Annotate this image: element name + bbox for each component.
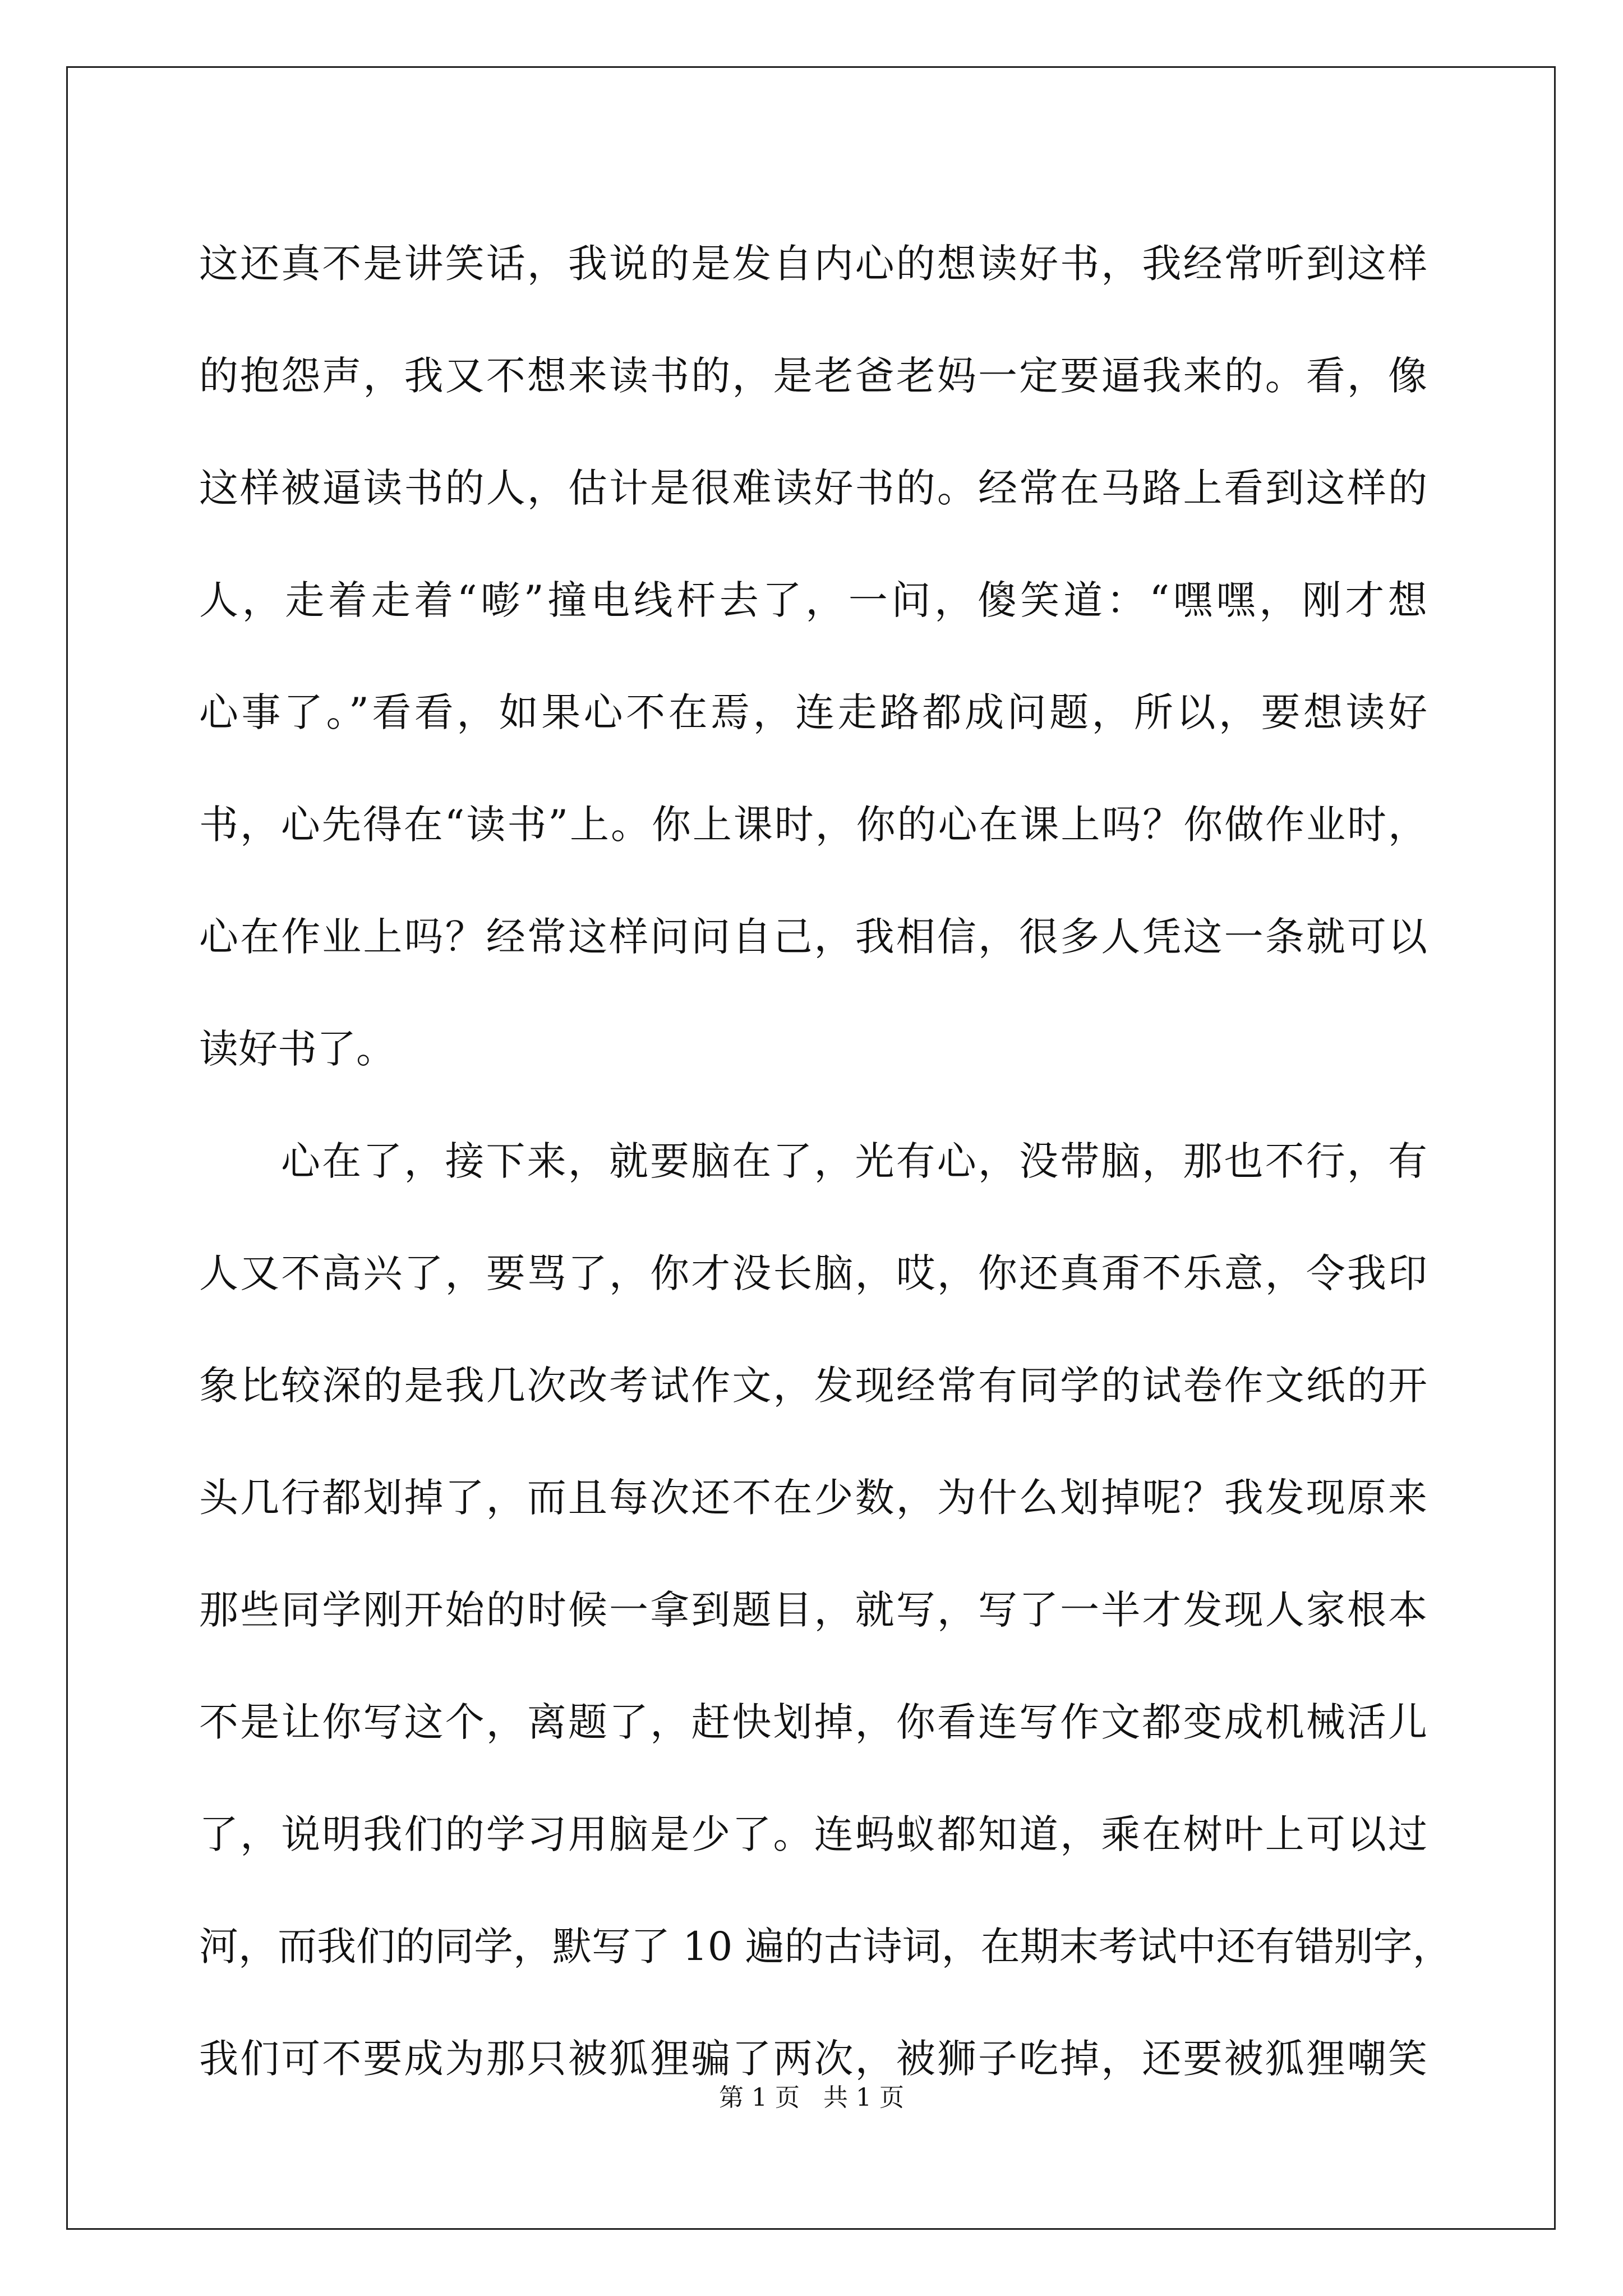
text-line: 象比较深的是我几次改考试作文，发现经常有同学的试卷作文纸的开 xyxy=(199,1363,1427,1409)
page-footer: 第 1 页 共 1 页 xyxy=(719,2083,904,2112)
body-text xyxy=(199,208,1452,2115)
text-line: 心事了。”看看，如果心不在焉，连走路都成问题，所以，要想读好 xyxy=(199,689,1427,735)
text-line: 书，心先得在“读书”上。你上课时，你的心在课上吗？你做作业时， xyxy=(199,802,1427,848)
text-line: 心在作业上吗？经常这样问问自己，我相信，很多人凭这一条就可以 xyxy=(199,914,1427,960)
text-line: 这还真不是讲笑话，我说的是发自内心的想读好书，我经常听到这样 xyxy=(199,241,1427,287)
text-line: 河，而我们的同学，默写了 10 遍的古诗词，在期末考试中还有错别字， xyxy=(199,1924,1452,1970)
text-line: 我们可不要成为那只被狐狸骗了两次，被狮子吃掉，还要被狐狸嘲笑 xyxy=(199,2036,1427,2082)
paragraph-first-line: 心在了，接下来，就要脑在了，光有心，没带脑，那也不行，有 xyxy=(281,1138,1427,1184)
text-line: 那些同学刚开始的时候一拿到题目，就写，写了一半才发现人家根本 xyxy=(199,1587,1427,1633)
text-line: 了，说明我们的学习用脑是少了。连蚂蚁都知道，乘在树叶上可以过 xyxy=(199,1811,1427,1857)
text-line: 不是让你写这个，离题了，赶快划掉，你看连写作文都变成机械活儿 xyxy=(199,1699,1427,1745)
text-line: 读好书了。 xyxy=(199,1026,395,1072)
text-line: 头几行都划掉了，而且每次还不在少数，为什么划掉呢？我发现原来 xyxy=(199,1475,1427,1521)
text-line: 人又不高兴了，要骂了，你才没长脑，哎，你还真甭不乐意，令我印 xyxy=(199,1250,1427,1296)
text-line: 人，走着走着“嘭”撞电线杆去了，一问，傻笑道：“嘿嘿，刚才想 xyxy=(199,577,1427,623)
text-line: 的抱怨声，我又不想来读书的，是老爸老妈一定要逼我来的。看，像 xyxy=(199,353,1427,399)
text-line: 这样被逼读书的人，估计是很难读好书的。经常在马路上看到这样的 xyxy=(199,465,1427,511)
